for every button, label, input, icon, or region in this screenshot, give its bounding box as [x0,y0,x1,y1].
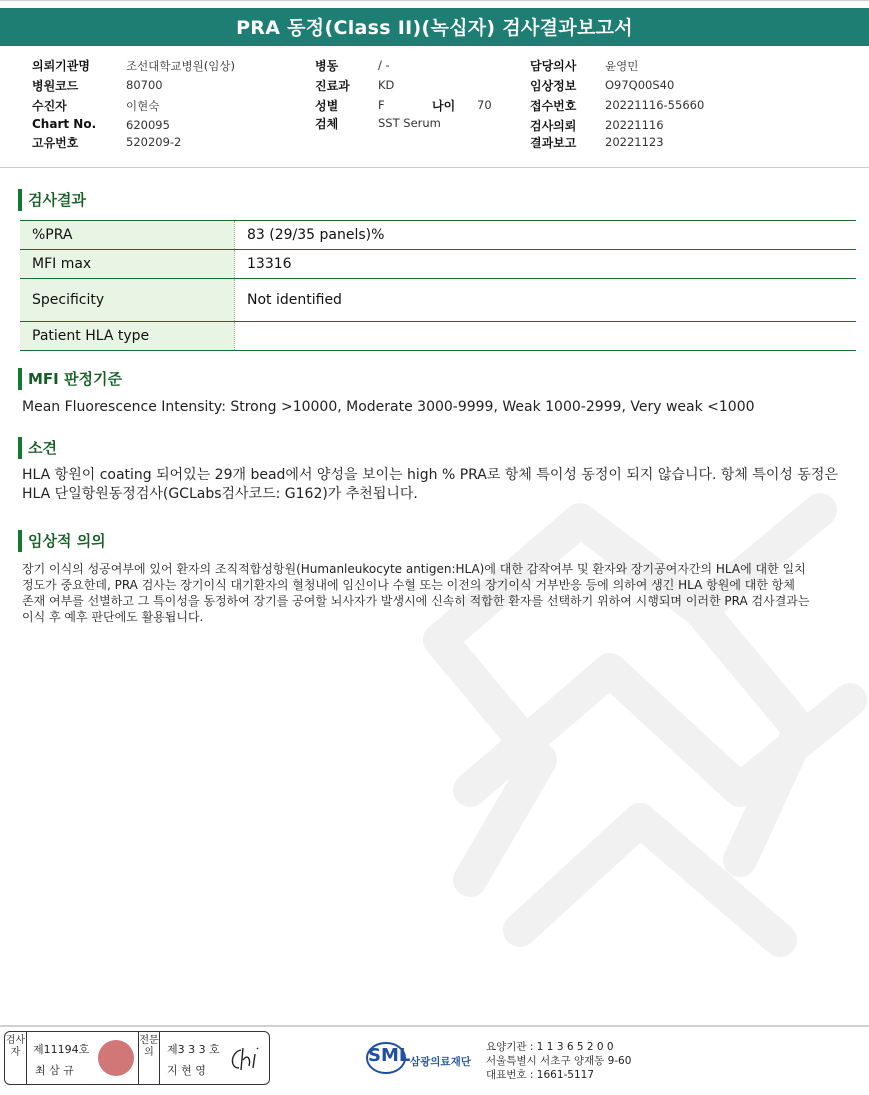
info-value: / - [378,58,390,72]
info-label: 성별 [315,99,339,113]
signer1-role: 검사자 [5,1032,27,1084]
age-label: 나이 [432,99,456,113]
signature-box [4,1031,270,1085]
table-row [20,221,856,250]
info-value: 20221116-55660 [605,98,705,112]
clinical-line: 이식 후 예후 판단에도 활용됩니다. [22,610,204,624]
findings-line: HLA 항원이 coating 되어있는 29개 bead에서 양성을 보이는 high % PRA로 항체 특이성 동정이 되지 않습니다. 항체 특이성 동정은 [22,467,838,483]
clinical-line: 장기 이식의 성공여부에 있어 환자의 조직적합성항원(Humanleukocyte antigen:HLA)에 대한 감작여부 및 환자와 장기공여자간의 HLA에 대한 일치 [22,562,806,576]
info-label: 병동 [315,59,339,73]
result-value [235,322,857,351]
info-value: 이현숙 [126,99,160,113]
result-key: Patient HLA type [20,322,235,351]
info-label: 의뢰기관명 [32,59,90,73]
info-value: 윤영민 [605,59,639,73]
info-value: F [378,98,385,112]
signer1-name: 최 삼 규 [35,1064,74,1077]
clinical-line: 존재 여부를 선별하고 그 특이성을 동정하여 장기를 공여할 뇌사자가 발생시에 신속히 적합한 환자를 선택하기 위하여 시행되며 이러한 PRA 검사결과는 [22,594,810,608]
age-value: 70 [477,98,492,112]
findings-line: HLA 단일항원동정검사(GCLabs검사코드: G162)가 추천됩니다. [22,486,418,502]
mfi-criteria-text: Mean Fluorescence Intensity: Strong >10000, Moderate 3000-9999, Weak 1000-2999, Very weak <1000 [22,399,755,415]
table-row [20,250,856,279]
result-value: 83 (29/35 panels)% [235,221,857,250]
watermark-cross-logo [380,460,869,1020]
signer2-license: 제3 3 3 호 [167,1043,220,1056]
top-border [0,0,869,7]
info-value: KD [378,78,395,92]
table-row [20,322,856,351]
info-label: 수진자 [32,99,67,113]
info-value: 조선대학교병원(임상) [126,59,235,73]
institution-number: 요양기관 : 1 1 3 6 5 2 0 0 [486,1041,614,1053]
info-value: 620095 [126,118,170,132]
report-title: PRA 동정(Class II)(녹십자) 검사결과보고서 [0,8,869,46]
address: 서울특별시 서초구 양재동 9-60 [486,1055,632,1067]
info-value: O97Q00S40 [605,78,675,92]
info-label: 진료과 [315,79,350,93]
clinical-heading: 임상적 의의 [18,530,106,552]
result-key: %PRA [20,221,235,250]
info-label: 담당의사 [530,59,577,73]
organization-contact [486,1040,631,1082]
clinical-line: 정도가 중요한데, PRA 검사는 장기이식 대기환자의 혈청내에 임신이나 수혈 또는 이전의 장기이식 거부반응 등에 의하여 생긴 HLA 항원에 대한 항체 [22,578,795,592]
info-value: 520209-2 [126,135,182,149]
header-divider [0,167,869,168]
official-seal [98,1040,134,1076]
info-value: 20221116 [605,118,664,132]
results-heading: 검사결과 [18,189,86,211]
info-label: 검체 [315,117,339,131]
signer2-name: 지 현 영 [167,1064,206,1077]
result-key: MFI max [20,250,235,279]
signer2-role: 전문의 [138,1032,160,1084]
findings-heading: 소견 [18,437,57,459]
footer-divider [0,1025,869,1027]
info-value: 20221123 [605,135,664,149]
info-label: 결과보고 [530,136,577,150]
result-key: Specificity [20,279,235,322]
organization-name: 삼광의료재단 [410,1056,471,1068]
info-label: 접수번호 [530,99,577,113]
handwritten-signature [227,1044,265,1074]
info-value: 80700 [126,78,163,92]
info-value: SST Serum [378,116,441,130]
logo-text: SML [368,1045,411,1066]
info-label: 고유번호 [32,136,79,150]
info-label: 검사의뢰 [530,119,577,133]
info-label: 병원코드 [32,79,79,93]
info-label: Chart No. [32,117,97,131]
results-table [20,220,856,351]
result-value: Not identified [235,279,857,322]
phone-number: 대표번호 : 1661-5117 [486,1069,595,1081]
table-row [20,279,856,322]
result-value: 13316 [235,250,857,279]
mfi-heading: MFI 판정기준 [18,368,122,390]
signer1-license: 제11194호 [33,1043,90,1056]
info-label: 임상정보 [530,79,577,93]
